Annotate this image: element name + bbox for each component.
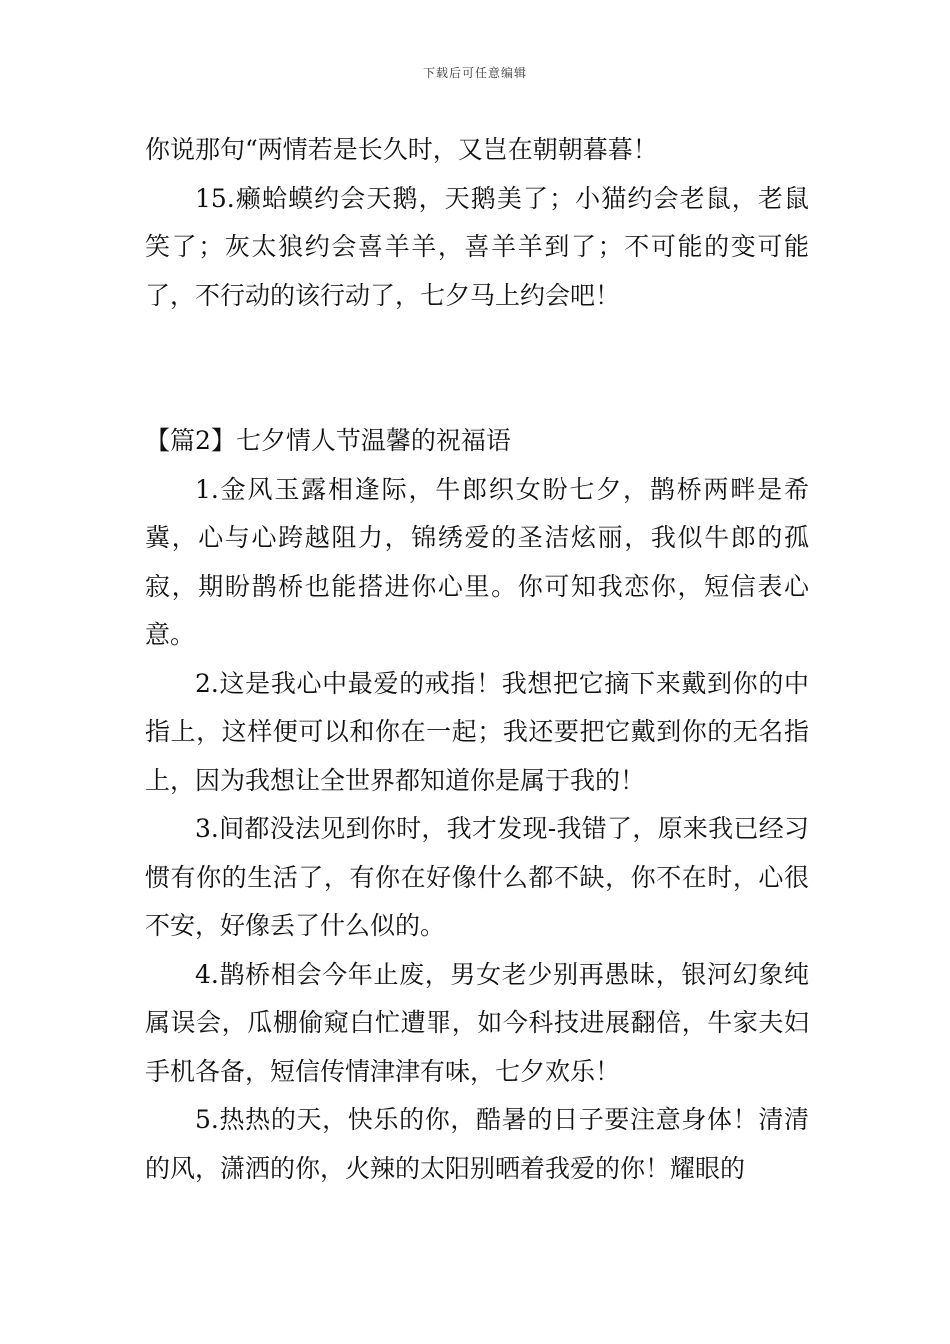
section-title: 【篇2】七夕情人节温馨的祝福语 bbox=[145, 426, 511, 455]
document-body bbox=[145, 126, 809, 1193]
paragraph-continuation: 你说那句“两情若是长久时，又岂在朝朝暮暮！ bbox=[145, 135, 658, 164]
section-spacer bbox=[145, 320, 809, 417]
paragraph-item-4: 4.鹊桥相会今年止废，男女老少别再愚昧，银河幻象纯属误会，瓜棚偷窥白忙遭罪，如今科技进展翻倍，牛家夫妇手机各备，短信传情津津有味，七夕欢乐！ bbox=[145, 959, 809, 1086]
paragraph-item-2: 2.这是我心中最爱的戒指！我想把它摘下来戴到你的中指上，这样便可以和你在一起；我还要把它戴到你的无名指上，因为我想让全世界都知道你是属于我的！ bbox=[145, 668, 809, 795]
paragraph-item-15: 15.癞蛤蟆约会天鹅，天鹅美了；小猫约会老鼠，老鼠笑了；灰太狼约会喜羊羊，喜羊羊到了；不可能的变可能了，不行动的该行动了，七夕马上约会吧！ bbox=[145, 183, 809, 310]
paragraph-item-5: 5.热热的天，快乐的你，酷暑的日子要注意身体！清清的风，潇洒的你，火辣的太阳别晒着我爱的你！耀眼的 bbox=[145, 1105, 809, 1183]
paragraph-item-3: 3.间都没法见到你时，我才发现-我错了，原来我已经习惯有你的生活了，有你在好像什么都不缺，你不在时，心很不安，好像丢了什么似的。 bbox=[145, 814, 809, 940]
page-header-note: 下载后可任意编辑 bbox=[422, 66, 527, 80]
paragraph-item-1: 1.金风玉露相逢际，牛郎织女盼七夕，鹊桥两畔是希冀，心与心跨越阻力，锦绣爱的圣洁炫丽，我似牛郎的孤寂，期盼鹊桥也能搭进你心里。你可知我恋你，短信表心意。 bbox=[145, 474, 809, 649]
